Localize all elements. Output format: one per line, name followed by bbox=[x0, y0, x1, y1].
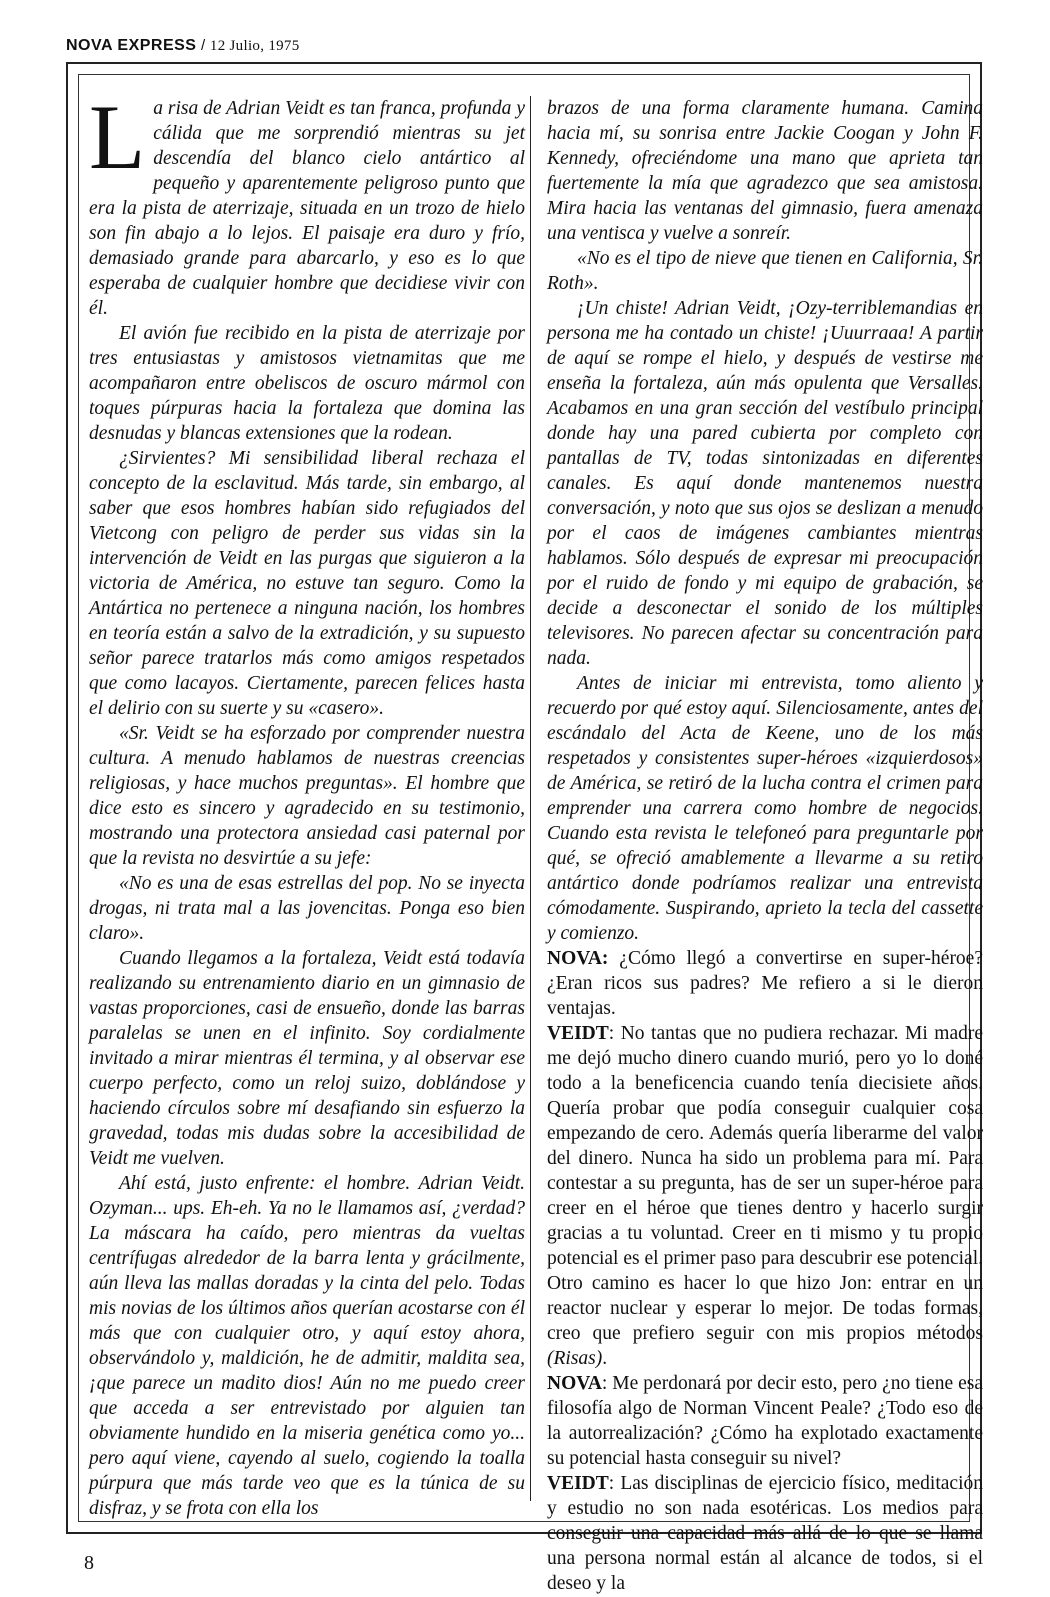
drop-cap: L bbox=[89, 86, 146, 188]
speaker-label: NOVA bbox=[547, 1373, 602, 1394]
left-column bbox=[89, 86, 525, 1521]
issue-date: 12 Julio, 1975 bbox=[209, 38, 300, 54]
body-paragraph: «No es una de esas estrellas del pop. No se inyecta drogas, ni trata mal a las jovencitas. Ponga eso bien claro». bbox=[89, 873, 525, 944]
interview-answer: VEIDT: Las disciplinas de ejercicio físico, meditación y estudio no son nada esotéricas. Los medios para conseguir una capacidad más allá de lo que se llama una persona normal están al alcance de todos, si el deseo y la bbox=[547, 1473, 983, 1594]
page-number: 8 bbox=[84, 1552, 94, 1574]
interview-question: NOVA: ¿Cómo llegó a convertirse en super-héroe? ¿Eran ricos sus padres? Me refiero a si le dieron ventajas. bbox=[547, 948, 983, 1019]
body-paragraph: «No es el tipo de nieve que tienen en California, Sr. Roth». bbox=[547, 248, 983, 294]
right-column bbox=[547, 96, 983, 1596]
running-header bbox=[66, 37, 300, 55]
body-paragraph: brazos de una forma claramente humana. Camina hacia mí, su sonrisa entre Jackie Coogan y John F. Kennedy, ofreciéndome una mano que aprieta tan fuertemente la mía que agradezco que sea amistosa. Mira hacia las ventanas del gimnasio, fuera amenaza una ventisca y vuelve a sonreír. bbox=[547, 98, 983, 244]
speaker-label: VEIDT bbox=[547, 1473, 609, 1494]
speaker-label: VEIDT bbox=[547, 1023, 609, 1044]
header-separator: / bbox=[196, 37, 210, 54]
column-divider bbox=[530, 96, 531, 1501]
body-paragraph: El avión fue recibido en la pista de aterrizaje por tres entusiastas y amistosos vietnamitas que me acompañaron entre obeliscos de oscuro mármol con toques púrpuras hacia la fortaleza que domina las desnudas y blancas extensiones que la rodean. bbox=[89, 323, 525, 444]
body-paragraph: ¡Un chiste! Adrian Veidt, ¡Ozy-terriblemandias en persona me ha contado un chiste! ¡Uuurraaa! A partir de aquí se rompe el hielo, y después de vestirse me enseña la fortaleza, aún más opulenta que Versalles. Acabamos en una gran sección del vestíbulo principal donde hay una pared cubierta por completo con pantallas de TV, todas sintonizadas en diferentes canales. Es aquí donde mantenemos nuestra conversación, y noto que sus ojos se deslizan a menudo por el caos de imágenes cambiantes mientras hablamos. Sólo después de expresar mi preocupación por el ruido de fondo y mi equipo de grabación, se decide a desconectar el sonido de los múltiples televisores. No parecen afectar su concentración para nada. bbox=[547, 298, 983, 669]
interview-question: NOVA: Me perdonará por decir esto, pero ¿no tiene esa filosofía algo de Norman Vincent Peale? ¿Todo eso de la autorrealización? ¿Cómo ha explotado exactamente su potencial hasta conseguir su nivel? bbox=[547, 1373, 983, 1469]
body-paragraph: ¿Sirvientes? Mi sensibilidad liberal rechaza el concepto de la esclavitud. Más tarde, sin embargo, al saber que esos hombres habían sido refugiados del Vietcong con peligro de perder sus vidas sin la intervención de Veidt en las purgas que siguieron a la victoria de América, no estuve tan seguro. Como la Antártica no pertenece a ninguna nación, los hombres en teoría están a salvo de la extradición, y su supuesto señor parece tratarlos más como amigos respetados que como lacayos. Ciertamente, parecen felices hasta el delirio con su suerte y su «casero». bbox=[89, 448, 525, 719]
interview-answer: VEIDT: No tantas que no pudiera rechazar. Mi madre me dejó mucho dinero cuando murió, pero yo lo doné todo a la beneficencia cuando tenía diecisiete años. Quería probar que podía conseguir cualquier cosa empezando de cero. Además quería liberarme del valor del dinero. Nunca ha sido un problema para mí. Para contestar a su pregunta, has de ser un super-héroe para creer en el héroe que tienes dentro y hacerlo surgir gracias a tu voluntad. Creer en ti mismo y tu propio potencial es el primer paso para descubrir ese potencial. Otro camino es hacer lo que hizo Jon: entrar en un reactor nuclear y esperar lo mejor. De todas formas, creo que prefiero seguir con mis propios métodos (Risas). bbox=[547, 1023, 983, 1369]
magazine-name: NOVA EXPRESS bbox=[66, 37, 197, 54]
aside-note: (Risas) bbox=[547, 1348, 603, 1369]
body-paragraph: Ahí está, justo enfrente: el hombre. Adrian Veidt. Ozyman... ups. Eh-eh. Ya no le llamamos así, ¿verdad? La máscara ha caído, pero mientras da vueltas centrífugas alrededor de la barra lenta y grácilmente, aún lleva las mallas doradas y la cinta del pelo. Todas mis novias de los últimos años querían acostarse con él más que con cualquier otro, y aquí estoy ahora, observándolo y, maldición, he de admitir, maldita sea, ¡que parece un madito dios! Aún no me puedo creer que acceda a ser entrevistado por alguien tan obviamente hundido en la miseria genética como yo... pero aquí viene, cayendo al suelo, cogiendo la toalla púrpura que más tarde veo que es la túnica de su disfraz, y se frota con ella los bbox=[89, 1173, 525, 1519]
body-paragraph: Cuando llegamos a la fortaleza, Veidt está todavía realizando su entrenamiento diario en un gimnasio de vastas proporciones, casi de ensueño, donde las barras paralelas se unen en el infinito. Soy cordialmente invitado a mirar mientras él termina, y al observar ese cuerpo perfecto, como un reloj suizo, doblándose y haciendo círculos sobre mí desafiando sin esfuerzo la gravedad, todas mis dudas sobre la accesibilidad de Veidt me vuelven. bbox=[89, 948, 525, 1169]
body-paragraph: Antes de iniciar mi entrevista, tomo aliento y recuerdo por qué estoy aquí. Silenciosamente, antes del escándalo del Acta de Keene, uno de los más respetados y consistentes super-héroes «izquierdosos» de América, se retiró de la lucha contra el crimen para emprender una carrera como hombre de negocios. Cuando esta revista le telefoneó para preguntarle por qué, se ofreció amablemente a llevarme a su retiro antártico donde podríamos realizar una entrevista cómodamente. Suspirando, aprieto la tecla del cassette y comienzo. bbox=[547, 673, 983, 944]
speaker-label: NOVA: bbox=[547, 948, 609, 969]
body-paragraph: «Sr. Veidt se ha esforzado por comprender nuestra cultura. A menudo hablamos de nuestras creencias religiosas, y hace muchos preguntas». El hombre que dice esto es sincero y agradecido en su testimonio, mostrando una protectora ansiedad casi paternal por que la revista no desvirtúe a su jefe: bbox=[89, 723, 525, 869]
intro-paragraph: La risa de Adrian Veidt es tan franca, profunda y cálida que me sorprendió mientras su jet descendía del blanco cielo antártico al pequeño y aparentemente peligroso punto que era la pista de aterrizaje, situada en un trozo de hielo son fin abajo a lo lejos. El paisaje era duro y frío, demasiado grande para abarcarlo, y eso es lo que esperaba de cualquier hombre que decidiese vivir con él. bbox=[89, 86, 525, 319]
